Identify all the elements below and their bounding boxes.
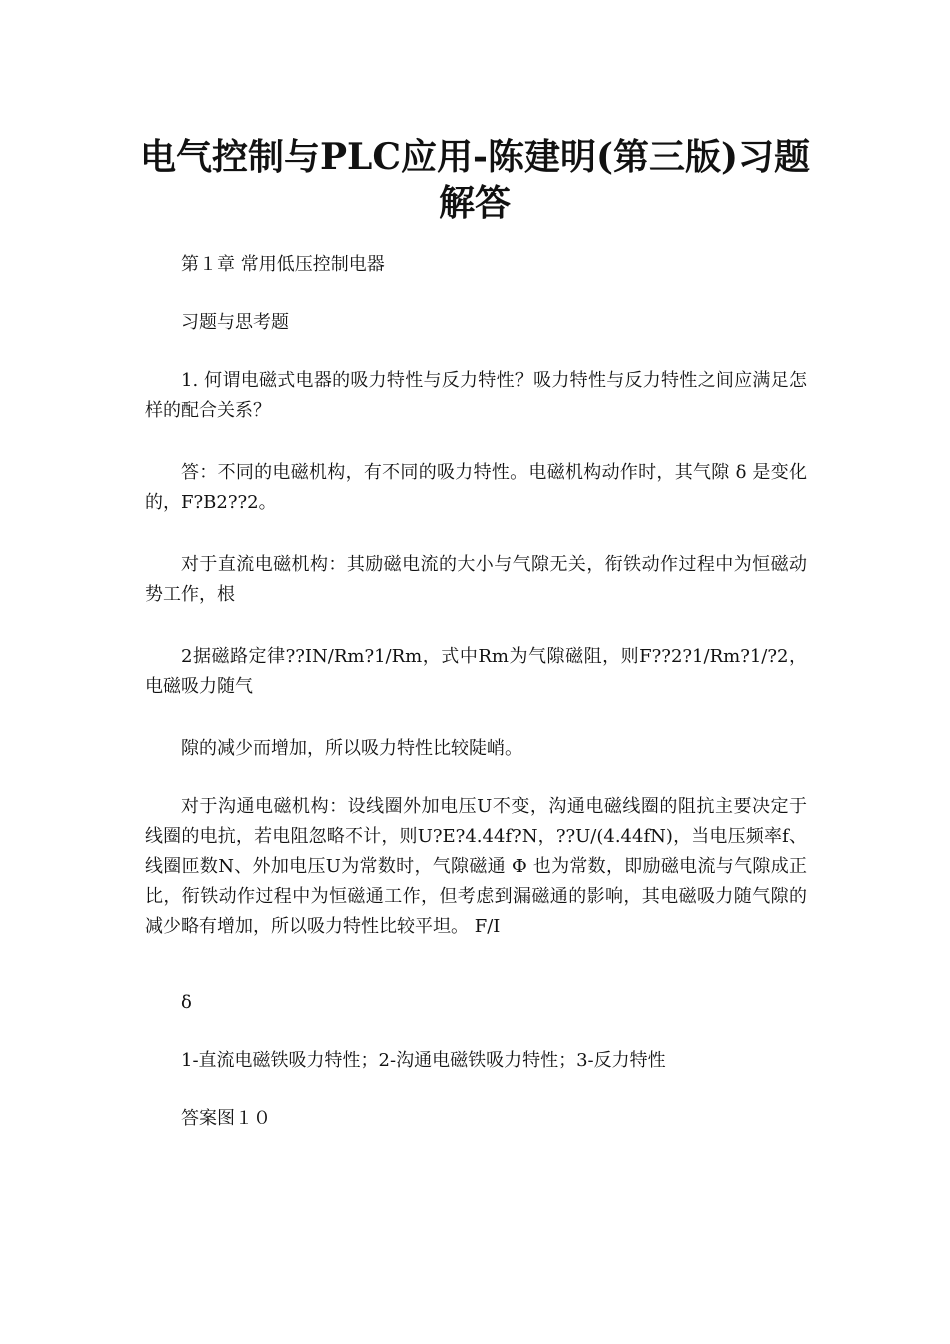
title-line-2: 解答 <box>438 182 511 224</box>
dc-paragraph-3: 隙的减少而增加，所以吸力特性比较陡峭。 <box>181 738 523 759</box>
dc-paragraph-2: 2据磁路定律??IN/Rm?1/Rm，式中Rm为气隙磁阻，则F??2?1/Rm?1/?2，电磁吸力随气 <box>145 646 807 697</box>
answer-1-intro: 答：不同的电磁机构，有不同的吸力特性。电磁机构动作时，其气隙 δ 是变化的，F?B2??2。 <box>145 462 807 513</box>
ac-paragraph: 对于沟通电磁机构：设线圈外加电压U不变，沟通电磁线圈的阻抗主要决定于线圈的电抗，若电阻忽略不计，则U?E?4.44f?N，??U/(4.44fN)，当电压频率f、线圈匝数N、外加电压U为常数时，气隙磁通 Φ 也为常数，即励磁电流与气隙成正比，衔铁动作过程中为恒磁通工作，但考虑到漏磁通的影响，其电磁吸力随气隙的减少略有增加，所以吸力特性比较平坦。 F/I <box>145 796 807 937</box>
chapter-heading: 第１章 常用低压控制电器 <box>181 254 385 275</box>
dc-paragraph-1: 对于直流电磁机构：其励磁电流的大小与气隙无关，衔铁动作过程中为恒磁动势工作，根 <box>145 554 807 605</box>
document-title <box>100 134 850 226</box>
question-1: 1. 何谓电磁式电器的吸力特性与反力特性？吸力特性与反力特性之间应满足怎样的配合关系？ <box>145 370 807 421</box>
figure-legend: 1-直流电磁铁吸力特性；2-沟通电磁铁吸力特性；3-反力特性 <box>181 1050 666 1071</box>
figure-delta-label: δ <box>181 992 192 1013</box>
section-heading: 习题与思考题 <box>181 312 289 333</box>
figure-caption: 答案图１０ <box>181 1108 271 1129</box>
title-line-1: 电气控制与PLC应用-陈建明(第三版)习题 <box>139 136 811 178</box>
